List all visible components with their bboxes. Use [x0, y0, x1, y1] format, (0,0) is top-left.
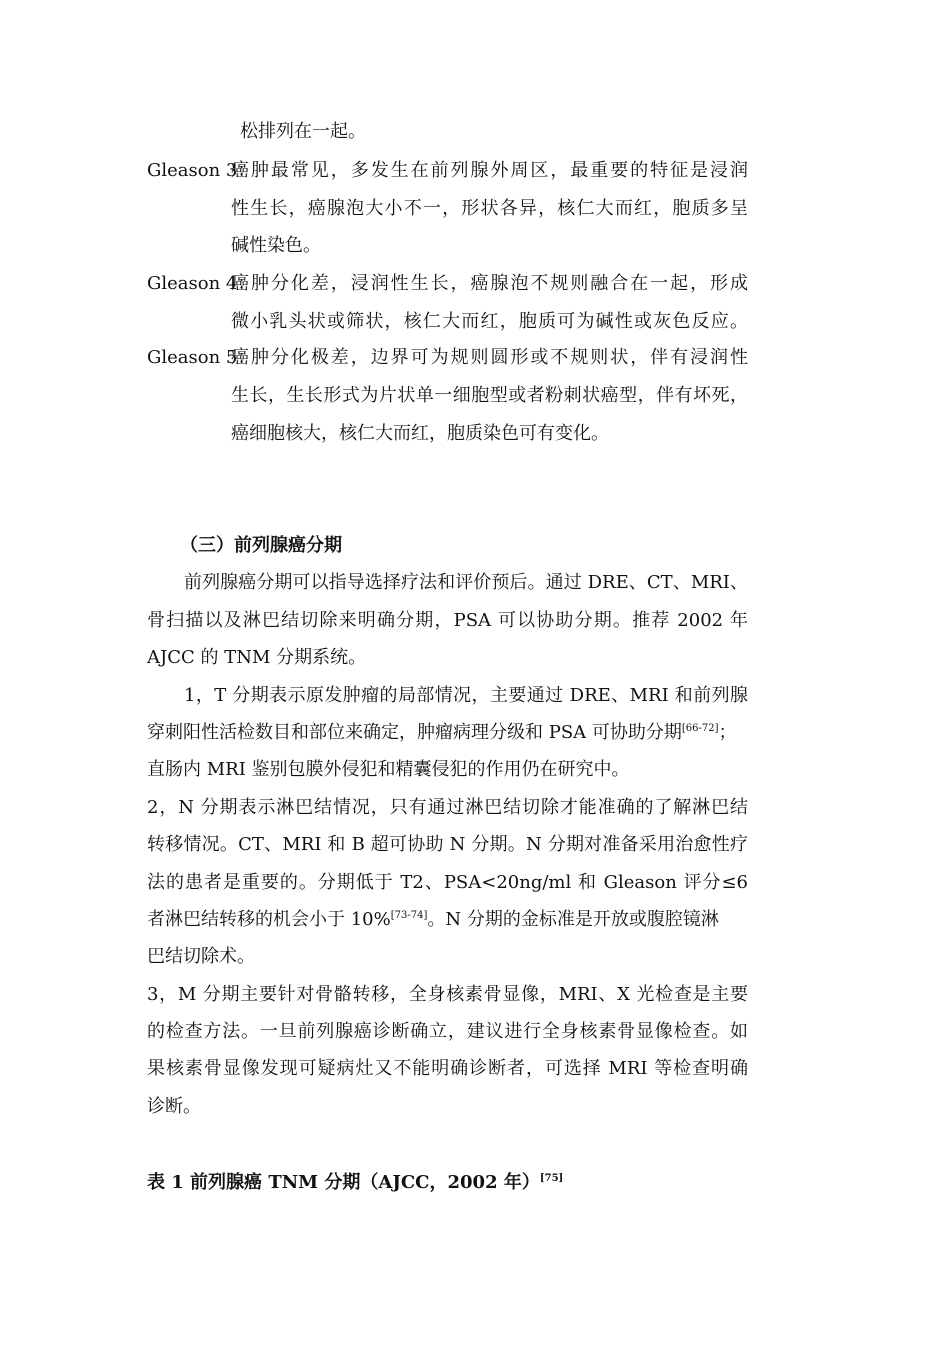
m-stage-line-4: 诊断。	[147, 1096, 201, 1117]
n-stage-line-4-text: 者淋巴结转移的机会小于 10%	[147, 909, 391, 930]
section-heading: （三）前列腺癌分期	[180, 535, 342, 556]
intro-line-1: 前列腺癌分期可以指导选择疗法和评价预后。通过 DRE、CT、MRI、	[184, 572, 748, 593]
t-stage-line-3: 直肠内 MRI 鉴别包膜外侵犯和精囊侵犯的作用仍在研究中。	[147, 759, 630, 780]
gleason-3-line-3: 碱性染色。	[231, 235, 321, 256]
gleason-3-line-1: 癌肿最常见，多发生在前列腺外周区，最重要的特征是浸润	[231, 160, 748, 181]
table-caption	[147, 1171, 563, 1195]
n-stage-line-4-tail: 。N 分期的金标准是开放或腹腔镜淋	[427, 909, 719, 930]
m-stage-line-1: 3，M 分期主要针对骨骼转移，全身核素骨显像，MRI、X 光检查是主要	[147, 984, 748, 1005]
intro-line-2: 骨扫描以及淋巴结切除来明确分期，PSA 可以协助分期。推荐 2002 年	[147, 610, 748, 631]
n-stage-line-2: 转移情况。CT、MRI 和 B 超可协助 N 分期。N 分期对准备采用治愈性疗	[147, 834, 748, 855]
t-stage-line-1: 1，T 分期表示原发肿瘤的局部情况，主要通过 DRE、MRI 和前列腺	[184, 685, 748, 706]
n-stage-line-4	[147, 908, 719, 932]
gleason-continuation-line: 松排列在一起。	[240, 121, 366, 142]
t-stage-line-2-tail: ；	[718, 722, 737, 743]
gleason-3-line-2: 性生长，癌腺泡大小不一，形状各异，核仁大而红，胞质多呈	[231, 198, 748, 219]
t-stage-line-2-text: 穿刺阳性活检数目和部位来确定，肿瘤病理分级和 PSA 可协助分期	[147, 722, 682, 743]
table-caption-citation: [75]	[539, 1173, 564, 1184]
gleason-5-line-2: 生长，生长形式为片状单一细胞型或者粉刺状癌型，伴有坏死，	[231, 385, 748, 406]
table-caption-text: 表 1 前列腺癌 TNM 分期（AJCC，2002 年）	[147, 1172, 540, 1193]
n-stage-line-3: 法的患者是重要的。分期低于 T2、PSA<20ng/ml 和 Gleason 评分≤6	[147, 872, 748, 893]
gleason-4-label: Gleason 4：	[147, 273, 256, 294]
gleason-3-label: Gleason 3：	[147, 160, 256, 181]
gleason-5-line-1: 癌肿分化极差，边界可为规则圆形或不规则状，伴有浸润性	[231, 347, 748, 368]
n-stage-line-1: 2，N 分期表示淋巴结情况，只有通过淋巴结切除才能准确的了解淋巴结	[147, 797, 748, 818]
m-stage-line-2: 的检查方法。一旦前列腺癌诊断确立，建议进行全身核素骨显像检查。如	[147, 1021, 748, 1042]
gleason-4-line-2: 微小乳头状或筛状，核仁大而红，胞质可为碱性或灰色反应。	[231, 311, 748, 332]
gleason-5-label: Gleason 5：	[147, 347, 256, 368]
gleason-4-line-1: 癌肿分化差，浸润性生长，癌腺泡不规则融合在一起，形成	[231, 273, 748, 294]
intro-line-3: AJCC 的 TNM 分期系统。	[147, 647, 367, 668]
t-stage-citation: [66-72]	[681, 723, 719, 734]
m-stage-line-3: 果核素骨显像发现可疑病灶又不能明确诊断者，可选择 MRI 等检查明确	[147, 1058, 748, 1079]
t-stage-line-2	[147, 721, 737, 745]
n-stage-citation: [73-74]	[390, 910, 428, 921]
gleason-5-line-3: 癌细胞核大，核仁大而红，胞质染色可有变化。	[231, 423, 609, 444]
n-stage-line-5: 巴结切除术。	[147, 946, 255, 967]
